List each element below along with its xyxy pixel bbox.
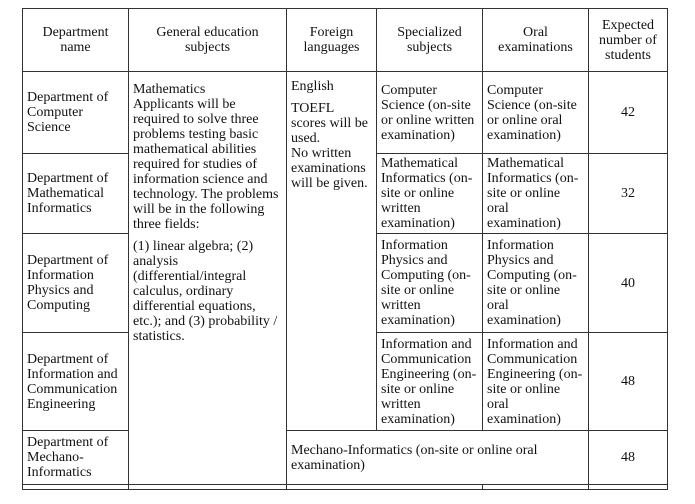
- specialized-subject-cell: Computer Science (on-site or online written examination): [377, 72, 483, 154]
- admissions-table-frame: [22, 8, 668, 490]
- specialized-subject-cell: Mathematical Informatics (on-site or online written examination): [377, 154, 483, 234]
- specialized-subject-cell: Information Physics and Computing (on-site or online written examination): [377, 234, 483, 333]
- cut-off-row: [23, 485, 668, 490]
- cut-off-cell: [483, 485, 589, 490]
- header-expected-number-of-students: Expected number of students: [589, 9, 668, 72]
- general-education-cell: [129, 72, 287, 485]
- header-department-name: Department name: [23, 9, 129, 72]
- no-written-exam-note: No written examinations will be given.: [291, 146, 368, 191]
- cut-off-cell: [129, 485, 287, 490]
- expected-students-cell: 48: [589, 333, 668, 431]
- paragraph-gap: [133, 232, 282, 239]
- expected-students-cell: 48: [589, 431, 668, 485]
- header-row: [23, 9, 668, 72]
- expected-students-cell: 42: [589, 72, 668, 154]
- paragraph-gap: [291, 94, 372, 101]
- specialized-subject-cell: Information and Communication Engineering (on-site or online written examination): [377, 333, 483, 431]
- oral-exam-cell: Information and Communication Engineering (on-site or online oral examination): [483, 333, 589, 431]
- toefl-note: TOEFL scores will be used.: [291, 101, 368, 146]
- header-specialized-subjects: Specialized subjects: [377, 9, 483, 72]
- oral-exam-cell: Information Physics and Computing (on-site or online oral examination): [483, 234, 589, 333]
- general-subject-fields: (1) linear algebra; (2) analysis (differential/integral calculus, ordinary differential equations, etc.); and (3) probability / statistics.: [133, 239, 278, 344]
- oral-exam-cell: Computer Science (on-site or online oral examination): [483, 72, 589, 154]
- expected-students-cell: 32: [589, 154, 668, 234]
- department-name-cell: Department of Mechano-Informatics: [23, 431, 129, 485]
- table-row: [23, 72, 668, 154]
- header-oral-examinations: Oral examinations: [483, 9, 589, 72]
- department-name-cell: Department of Mathematical Informatics: [23, 154, 129, 234]
- header-foreign-languages: Foreign languages: [287, 9, 377, 72]
- table-row: [23, 431, 668, 485]
- cut-off-cell: [589, 485, 668, 490]
- general-subject-intro: Applicants will be required to solve three problems testing basic mathematical abilities required for studies of information science and technology. The problems will be in the following three fields:: [133, 97, 279, 232]
- header-general-education-subjects: General education subjects: [129, 9, 287, 72]
- foreign-languages-cell: [287, 72, 377, 431]
- department-name-cell: Department of Computer Science: [23, 72, 129, 154]
- admissions-table: [22, 8, 668, 490]
- department-name-cell: Department of Information and Communication Engineering: [23, 333, 129, 431]
- combined-exam-cell: Mechano-Informatics (on-site or online oral examination): [287, 431, 589, 485]
- general-subject-title: Mathematics: [133, 82, 206, 97]
- oral-exam-cell: Mathematical Informatics (on-site or online oral examination): [483, 154, 589, 234]
- department-name-cell: Department of Information Physics and Computing: [23, 234, 129, 333]
- cut-off-cell: [23, 485, 129, 490]
- foreign-language-name: English: [291, 79, 334, 94]
- expected-students-cell: 40: [589, 234, 668, 333]
- cut-off-cell: [287, 485, 483, 490]
